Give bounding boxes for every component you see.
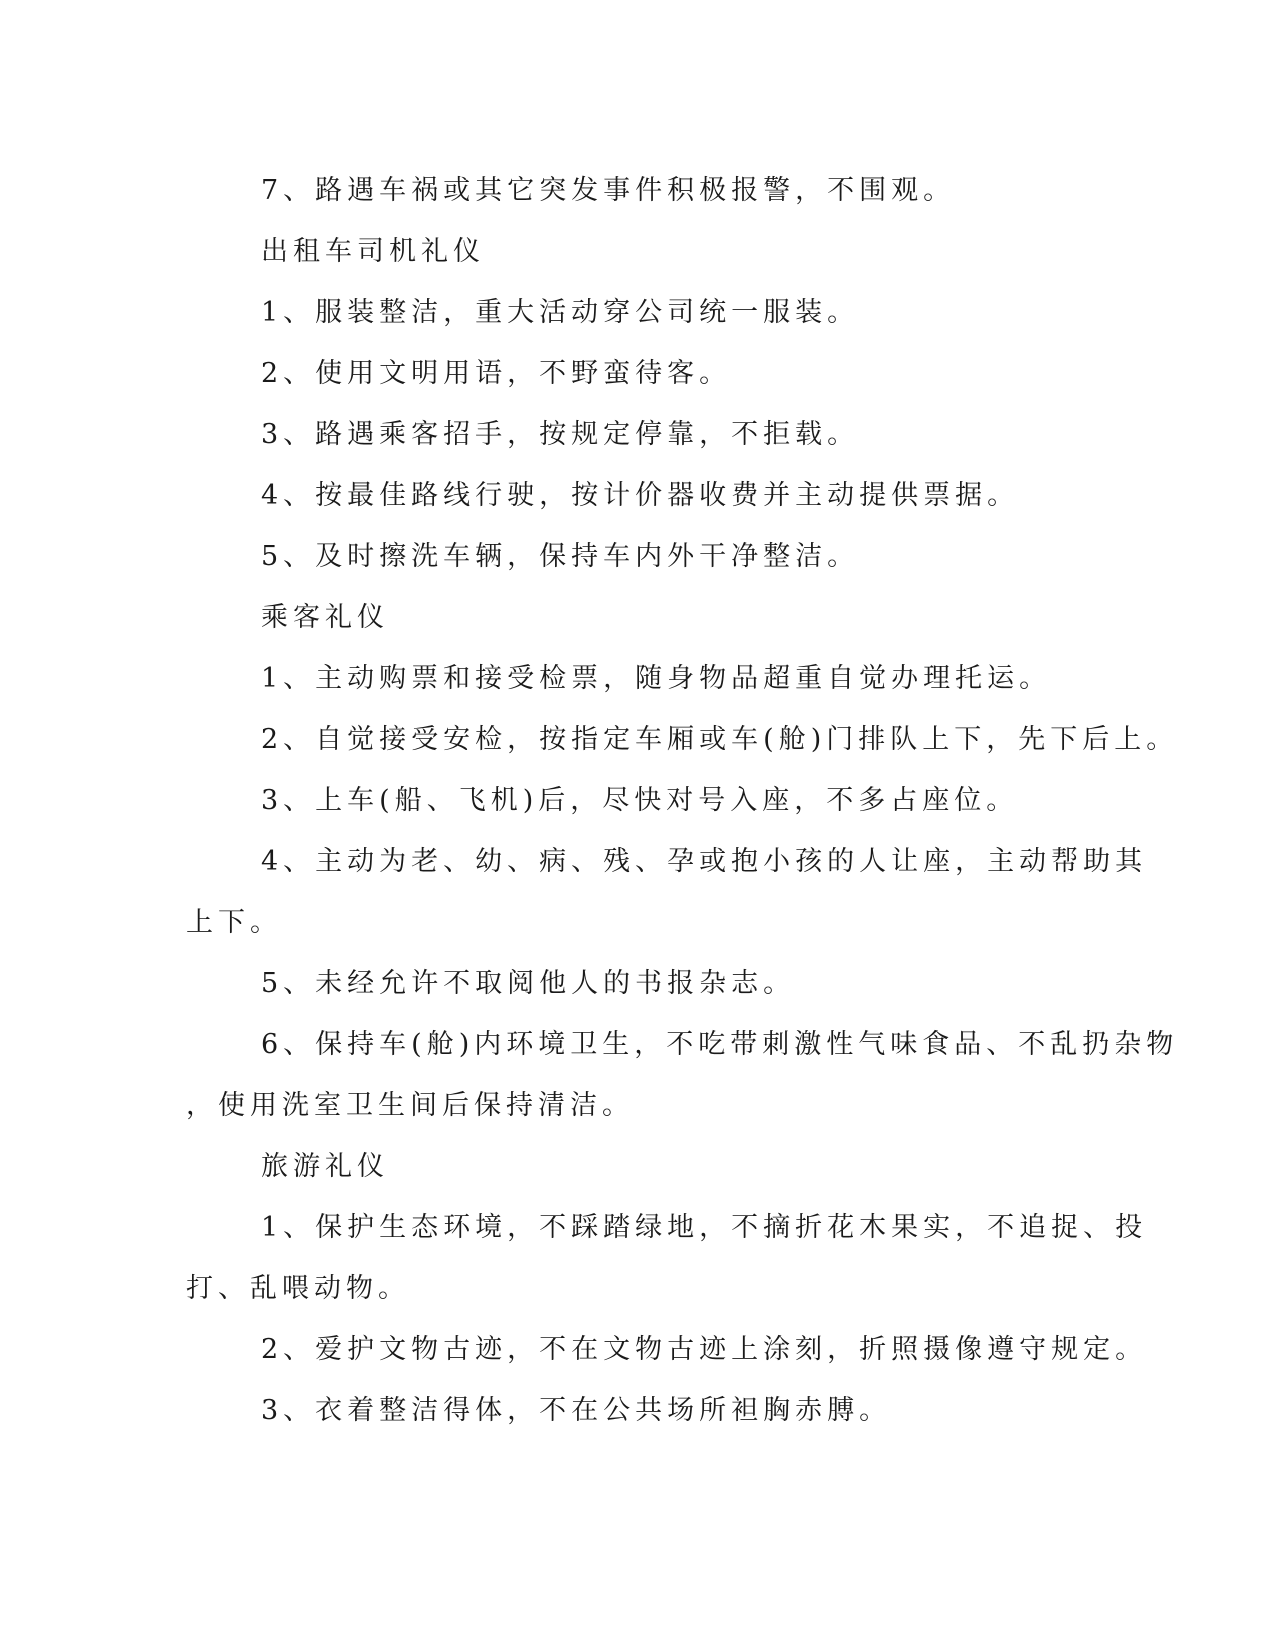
section-heading-taxi-driver: 出租车司机礼仪 bbox=[261, 236, 485, 267]
list-item-passenger-2: 2、自觉接受安检，按指定车厢或车(舱)门排队上下，先下后上。 bbox=[261, 724, 1179, 755]
list-item-travel-1-cont: 打、乱喂动物。 bbox=[186, 1273, 410, 1304]
list-item-taxi-3: 3、路遇乘客招手，按规定停靠，不拒载。 bbox=[261, 419, 860, 450]
list-item-travel-3: 3、衣着整洁得体，不在公共场所袒胸赤膊。 bbox=[261, 1395, 892, 1426]
list-item-travel-1: 1、保护生态环境，不踩踏绿地，不摘折花木果实，不追捉、投 bbox=[261, 1212, 1148, 1243]
document-body bbox=[186, 160, 1179, 1441]
section-heading-travel: 旅游礼仪 bbox=[261, 1151, 389, 1182]
list-item-passenger-4: 4、主动为老、幼、病、残、孕或抱小孩的人让座，主动帮助其 bbox=[261, 846, 1148, 877]
list-item-passenger-6-cont: ，使用洗室卫生间后保持清洁。 bbox=[186, 1090, 634, 1121]
list-item-passenger-4-cont: 上下。 bbox=[186, 907, 282, 938]
list-item-report-accident: 7、路遇车祸或其它突发事件积极报警，不围观。 bbox=[261, 175, 956, 206]
list-item-passenger-6: 6、保持车(舱)内环境卫生，不吃带刺激性气味食品、不乱扔杂物 bbox=[261, 1029, 1179, 1060]
list-item-passenger-3: 3、上车(船、飞机)后，尽快对号入座，不多占座位。 bbox=[261, 785, 1019, 816]
list-item-taxi-2: 2、使用文明用语，不野蛮待客。 bbox=[261, 358, 732, 389]
list-item-passenger-1: 1、主动购票和接受检票，随身物品超重自觉办理托运。 bbox=[261, 663, 1052, 694]
section-heading-passenger: 乘客礼仪 bbox=[261, 602, 389, 633]
list-item-taxi-1: 1、服装整洁，重大活动穿公司统一服装。 bbox=[261, 297, 860, 328]
list-item-taxi-4: 4、按最佳路线行驶，按计价器收费并主动提供票据。 bbox=[261, 480, 1020, 511]
list-item-passenger-5: 5、未经允许不取阅他人的书报杂志。 bbox=[261, 968, 796, 999]
list-item-taxi-5: 5、及时擦洗车辆，保持车内外干净整洁。 bbox=[261, 541, 860, 572]
list-item-travel-2: 2、爱护文物古迹，不在文物古迹上涂刻，折照摄像遵守规定。 bbox=[261, 1334, 1148, 1365]
